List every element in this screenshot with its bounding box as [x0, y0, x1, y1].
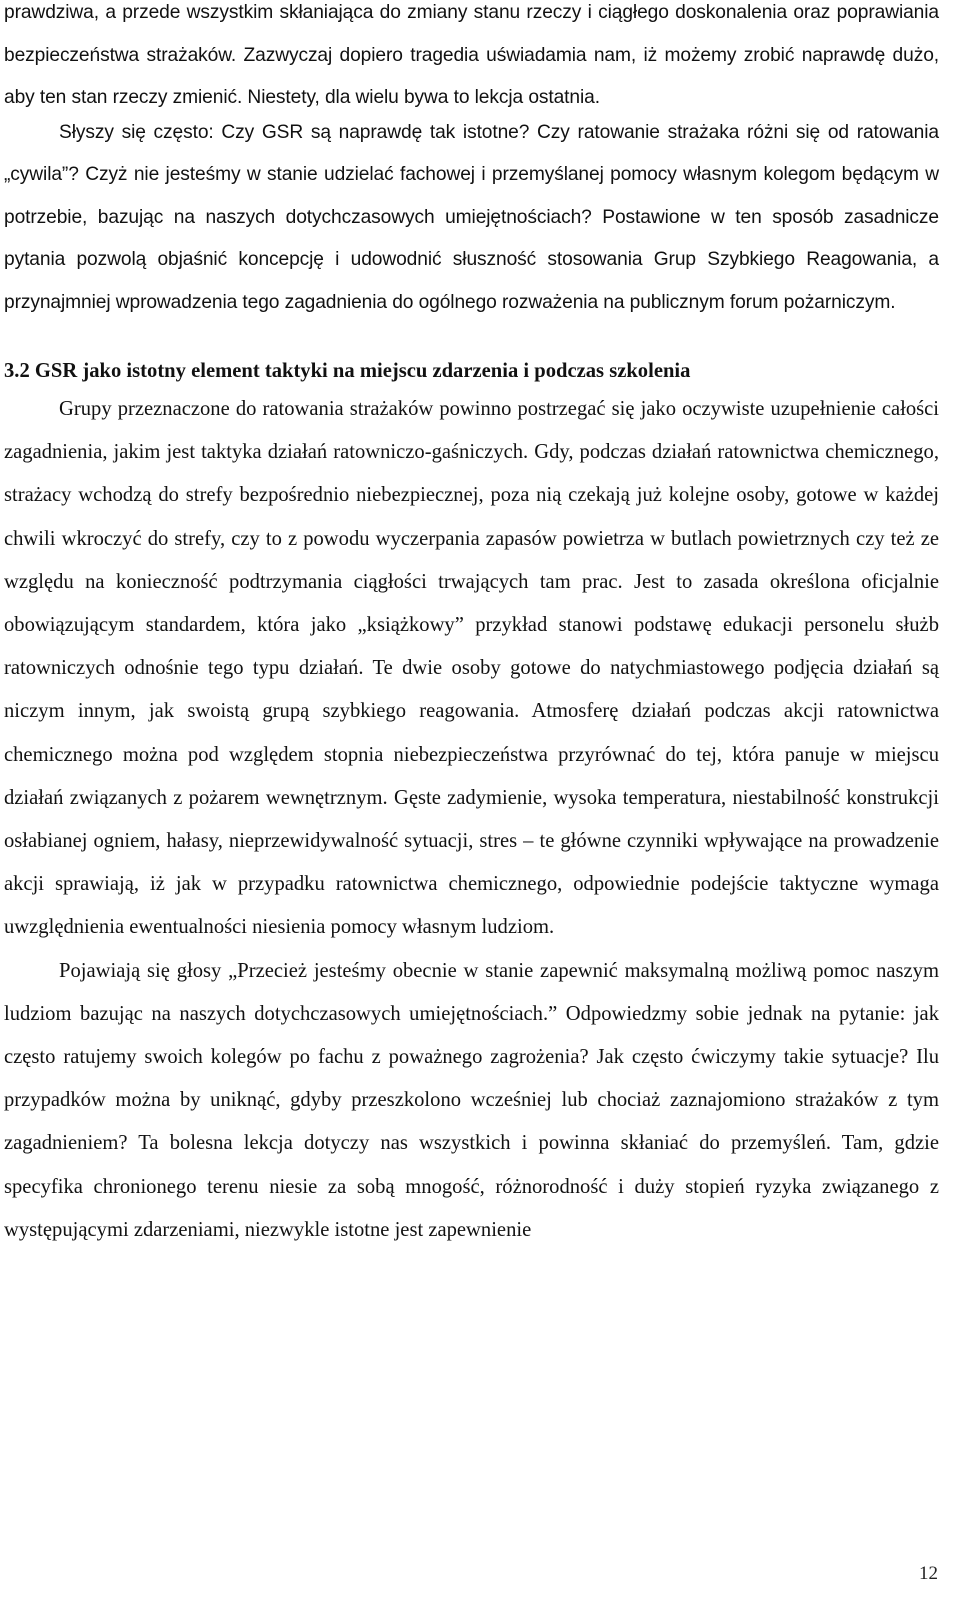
intro-paragraph-2: Słyszy się często: Czy GSR są naprawdę tak istotne? Czy ratowanie strażaka różni się od ratowania „cywila”? Czyż nie jesteśmy w stanie udzielać fachowej i przemyślanej pomocy własnym kolegom będącym w potrzebie, bazując na naszych dotychczasowych umiejętnościach? Postawione w ten sposób zasadnicze pytania pozwolą objaśnić koncepcję i udowodnić słuszność stosowania Grup Szybkiego Reagowania, a przynajmniej wprowadzenia tego zagadnienia do ogólnego rozważenia na publicznym forum pożarniczym.	[4, 121, 939, 313]
document-page	[4, 0, 939, 1252]
section-heading: 3.2 GSR jako istotny element taktyki na miejscu zdarzenia i podczas szkolenia	[4, 360, 691, 382]
section-paragraph-2: Pojawiają się głosy „Przecież jesteśmy obecnie w stanie zapewnić maksymalną możliwą pomoc naszym ludziom bazując na naszych dotychczasowych umiejętnościach.” Odpowiedzmy sobie jednak na pytanie: jak często ratujemy swoich kolegów po fachu z poważnego zagrożenia? Jak często ćwiczymy takie sytuacje? Ilu przypadków można by uniknąć, gdyby przeszkolono wcześniej lub chociaż zaznajomiono strażaków z tym zagadnieniem? Ta bolesna lekcja dotyczy nas wszystkich i powinna skłaniać do przemyśleń. Tam, gdzie specyfika chronionego terenu niesie za sobą mnogość, różnorodność i duży stopień ryzyka związanego z występującymi zdarzeniami, niezwykle istotne jest zapewnienie	[4, 959, 939, 1241]
intro-paragraph-1: prawdziwa, a przede wszystkim skłaniająca do zmiany stanu rzeczy i ciągłego doskonalenia oraz poprawiania bezpieczeństwa strażaków. Zazwyczaj dopiero tragedia uświadamia nam, iż możemy zrobić naprawdę dużo, aby ten stan rzeczy zmienić. Niestety, dla wielu bywa to lekcja ostatnia.	[4, 2, 939, 108]
section-paragraph-1: Grupy przeznaczone do ratowania strażaków powinno postrzegać się jako oczywiste uzupełnienie całości zagadnienia, jakim jest taktyka działań ratowniczo-gaśniczych. Gdy, podczas działań ratownictwa chemicznego, strażacy wchodzą do strefy bezpośrednio niebezpiecznej, poza nią czekają już kolejne osoby, gotowe w każdej chwili wkroczyć do strefy, czy to z powodu wyczerpania zapasów powietrza w butlach powietrznych czy też ze względu na konieczność podtrzymania ciągłości trwających tam prac. Jest to zasada określona oficjalnie obowiązującym standardem, która jako „książkowy” przykład stanowi podstawę edukacji personelu służb ratowniczych odnośnie tego typu działań. Te dwie osoby gotowe do natychmiastowego podjęcia działań są niczym innym, jak swoistą grupą szybkiego reagowania. Atmosferę działań podczas akcji ratownictwa chemicznego można pod względem stopnia niebezpieczeństwa przyrównać do tej, która panuje w miejscu działań związanych z pożarem wewnętrznym. Gęste zadymienie, wysoka temperatura, niestabilność konstrukcji osłabianej ogniem, hałasy, nieprzewidywalność sytuacji, stres – te główne czynniki wpływające na prowadzenie akcji sprawiają, iż jak w przypadku ratownictwa chemicznego, odpowiednie podejście taktyczne wymaga uwzględnienia ewentualności niesienia pomocy własnym ludziom.	[4, 398, 939, 939]
page-number: 12	[919, 1563, 938, 1584]
